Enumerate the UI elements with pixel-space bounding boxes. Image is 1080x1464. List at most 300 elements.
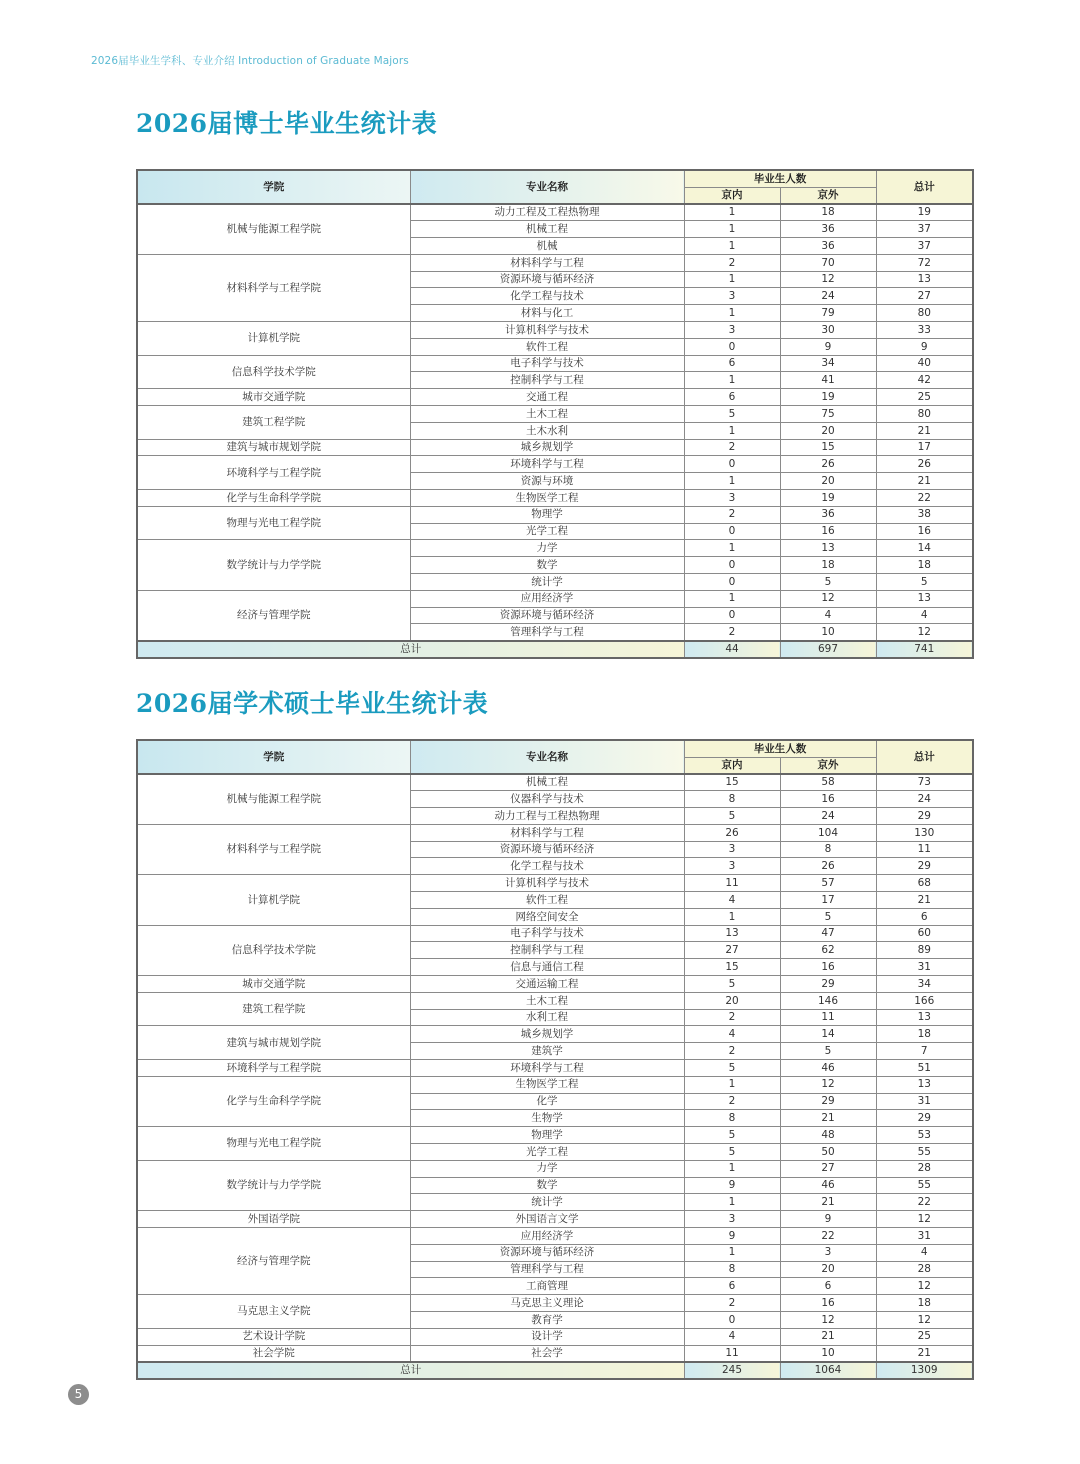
college-cell: 化学与生命科学学院	[137, 490, 410, 507]
table-row	[137, 1211, 973, 1228]
beijing-cell: 2	[684, 1043, 780, 1060]
table-row	[137, 389, 973, 406]
major-cell: 应用经济学	[410, 590, 684, 607]
major-cell: 控制科学与工程	[410, 372, 684, 389]
beijing-cell: 1	[684, 422, 780, 439]
major-cell: 环境科学与工程	[410, 456, 684, 473]
col-header-beijing: 京内	[684, 187, 780, 204]
total-cell: 31	[876, 959, 973, 976]
college-cell: 机械与能源工程学院	[137, 774, 410, 824]
outside-cell: 30	[780, 322, 876, 339]
major-cell: 设计学	[410, 1328, 684, 1345]
beijing-cell: 6	[684, 389, 780, 406]
college-cell: 计算机学院	[137, 875, 410, 925]
major-cell: 应用经济学	[410, 1228, 684, 1245]
beijing-cell: 11	[684, 875, 780, 892]
total-cell: 21	[876, 1345, 973, 1362]
table-row	[137, 590, 973, 607]
total-cell: 17	[876, 439, 973, 456]
beijing-cell: 6	[684, 1278, 780, 1295]
college-cell: 城市交通学院	[137, 389, 410, 406]
major-cell: 力学	[410, 1160, 684, 1177]
total-cell: 12	[876, 624, 973, 641]
outside-cell: 70	[780, 254, 876, 271]
total-cell: 18	[876, 557, 973, 574]
total-cell: 51	[876, 1060, 973, 1077]
table-row	[137, 875, 973, 892]
col-header-total: 总计	[876, 170, 973, 204]
table-row	[137, 774, 973, 791]
total-cell: 12	[876, 1211, 973, 1228]
major-cell: 资源环境与循环经济	[410, 271, 684, 288]
table-row	[137, 506, 973, 523]
major-cell: 物理学	[410, 506, 684, 523]
total-cell: 68	[876, 875, 973, 892]
total-row	[137, 1362, 973, 1379]
outside-cell: 12	[780, 271, 876, 288]
beijing-cell: 4	[684, 1328, 780, 1345]
major-cell: 资源环境与循环经济	[410, 607, 684, 624]
total-cell: 11	[876, 841, 973, 858]
beijing-cell: 20	[684, 992, 780, 1009]
col-header-major: 专业名称	[410, 170, 684, 204]
major-cell: 外国语言文学	[410, 1211, 684, 1228]
beijing-cell: 1	[684, 221, 780, 238]
outside-cell: 46	[780, 1177, 876, 1194]
major-cell: 交通工程	[410, 389, 684, 406]
table-row	[137, 1328, 973, 1345]
beijing-cell: 2	[684, 624, 780, 641]
total-cell: 25	[876, 389, 973, 406]
total-cell: 40	[876, 355, 973, 372]
beijing-cell: 2	[684, 1009, 780, 1026]
beijing-cell: 1	[684, 1076, 780, 1093]
col-header-graduates: 毕业生人数	[684, 170, 876, 187]
major-cell: 资源与环境	[410, 473, 684, 490]
beijing-cell: 27	[684, 942, 780, 959]
beijing-cell: 2	[684, 254, 780, 271]
total-sum: 1309	[876, 1362, 973, 1379]
table-row	[137, 439, 973, 456]
beijing-cell: 3	[684, 858, 780, 875]
phd-statistics-table	[136, 169, 974, 659]
col-header-beijing: 京内	[684, 757, 780, 774]
outside-cell: 18	[780, 204, 876, 221]
major-cell: 化学	[410, 1093, 684, 1110]
outside-cell: 62	[780, 942, 876, 959]
total-cell: 21	[876, 473, 973, 490]
outside-cell: 17	[780, 892, 876, 909]
total-cell: 60	[876, 925, 973, 942]
outside-cell: 146	[780, 992, 876, 1009]
outside-cell: 29	[780, 1093, 876, 1110]
total-cell: 26	[876, 456, 973, 473]
total-cell: 31	[876, 1093, 973, 1110]
major-cell: 统计学	[410, 1194, 684, 1211]
outside-cell: 12	[780, 1312, 876, 1329]
total-cell: 19	[876, 204, 973, 221]
major-cell: 土木工程	[410, 992, 684, 1009]
major-cell: 土木工程	[410, 406, 684, 423]
major-cell: 生物学	[410, 1110, 684, 1127]
table-row	[137, 925, 973, 942]
total-cell: 13	[876, 1076, 973, 1093]
outside-cell: 21	[780, 1194, 876, 1211]
major-cell: 资源环境与循环经济	[410, 1244, 684, 1261]
beijing-cell: 0	[684, 1312, 780, 1329]
outside-cell: 57	[780, 875, 876, 892]
outside-cell: 50	[780, 1144, 876, 1161]
col-header-graduates: 毕业生人数	[684, 740, 876, 757]
college-cell: 数学统计与力学学院	[137, 1160, 410, 1210]
major-cell: 管理科学与工程	[410, 624, 684, 641]
total-cell: 18	[876, 1295, 973, 1312]
beijing-cell: 0	[684, 607, 780, 624]
beijing-cell: 15	[684, 959, 780, 976]
total-cell: 29	[876, 858, 973, 875]
major-cell: 统计学	[410, 574, 684, 591]
outside-cell: 46	[780, 1060, 876, 1077]
ms-statistics-table	[136, 739, 974, 1380]
major-cell: 生物医学工程	[410, 1076, 684, 1093]
beijing-cell: 1	[684, 1244, 780, 1261]
major-cell: 材料科学与工程	[410, 824, 684, 841]
college-cell: 环境科学与工程学院	[137, 1060, 410, 1077]
table-row	[137, 406, 973, 423]
outside-cell: 16	[780, 791, 876, 808]
major-cell: 计算机科学与技术	[410, 875, 684, 892]
table-body	[137, 774, 973, 1362]
major-cell: 交通运输工程	[410, 976, 684, 993]
outside-cell: 12	[780, 1076, 876, 1093]
total-label: 总计	[137, 1362, 684, 1379]
beijing-cell: 0	[684, 523, 780, 540]
major-cell: 电子科学与技术	[410, 355, 684, 372]
college-cell: 建筑与城市规划学院	[137, 439, 410, 456]
major-cell: 网络空间安全	[410, 908, 684, 925]
beijing-cell: 1	[684, 204, 780, 221]
beijing-cell: 11	[684, 1345, 780, 1362]
beijing-cell: 2	[684, 1093, 780, 1110]
beijing-cell: 3	[684, 1211, 780, 1228]
total-cell: 55	[876, 1144, 973, 1161]
major-cell: 水利工程	[410, 1009, 684, 1026]
major-cell: 机械工程	[410, 221, 684, 238]
college-cell: 马克思主义学院	[137, 1295, 410, 1329]
outside-cell: 36	[780, 238, 876, 255]
outside-cell: 11	[780, 1009, 876, 1026]
major-cell: 化学工程与技术	[410, 288, 684, 305]
college-cell: 建筑工程学院	[137, 992, 410, 1026]
major-cell: 控制科学与工程	[410, 942, 684, 959]
major-cell: 软件工程	[410, 338, 684, 355]
college-cell: 经济与管理学院	[137, 1228, 410, 1295]
outside-cell: 10	[780, 1345, 876, 1362]
table-row	[137, 1228, 973, 1245]
major-cell: 生物医学工程	[410, 490, 684, 507]
major-cell: 光学工程	[410, 1144, 684, 1161]
table-body	[137, 204, 973, 641]
major-cell: 仪器科学与技术	[410, 791, 684, 808]
college-cell: 城市交通学院	[137, 976, 410, 993]
total-cell: 53	[876, 1127, 973, 1144]
outside-cell: 27	[780, 1160, 876, 1177]
major-cell: 数学	[410, 1177, 684, 1194]
table-row	[137, 355, 973, 372]
outside-cell: 3	[780, 1244, 876, 1261]
total-cell: 80	[876, 305, 973, 322]
table-row	[137, 322, 973, 339]
outside-cell: 29	[780, 976, 876, 993]
beijing-cell: 0	[684, 456, 780, 473]
major-cell: 土木水利	[410, 422, 684, 439]
college-cell: 信息科学技术学院	[137, 925, 410, 975]
phd-table-title: 2026届博士毕业生统计表	[136, 109, 438, 138]
beijing-cell: 1	[684, 540, 780, 557]
major-cell: 教育学	[410, 1312, 684, 1329]
beijing-cell: 0	[684, 574, 780, 591]
college-cell: 材料科学与工程学院	[137, 824, 410, 874]
beijing-cell: 5	[684, 808, 780, 825]
beijing-cell: 26	[684, 824, 780, 841]
outside-cell: 19	[780, 389, 876, 406]
major-cell: 物理学	[410, 1127, 684, 1144]
page-number: 5	[68, 1384, 89, 1405]
major-cell: 资源环境与循环经济	[410, 841, 684, 858]
table-row	[137, 1076, 973, 1093]
major-cell: 材料与化工	[410, 305, 684, 322]
college-cell: 建筑工程学院	[137, 406, 410, 440]
college-cell: 物理与光电工程学院	[137, 1127, 410, 1161]
outside-cell: 18	[780, 557, 876, 574]
total-cell: 25	[876, 1328, 973, 1345]
outside-cell: 9	[780, 1211, 876, 1228]
table-row	[137, 1160, 973, 1177]
total-cell: 73	[876, 774, 973, 791]
major-cell: 力学	[410, 540, 684, 557]
outside-cell: 75	[780, 406, 876, 423]
major-cell: 光学工程	[410, 523, 684, 540]
major-cell: 数学	[410, 557, 684, 574]
outside-cell: 41	[780, 372, 876, 389]
running-header: 2026届毕业生学科、专业介绍 Introduction of Graduate Majors	[91, 55, 409, 67]
total-cell: 21	[876, 422, 973, 439]
table-row	[137, 540, 973, 557]
college-cell: 机械与能源工程学院	[137, 204, 410, 254]
beijing-cell: 2	[684, 506, 780, 523]
table-row	[137, 204, 973, 221]
total-cell: 80	[876, 406, 973, 423]
beijing-cell: 8	[684, 1110, 780, 1127]
total-cell: 21	[876, 892, 973, 909]
outside-cell: 4	[780, 607, 876, 624]
total-cell: 12	[876, 1312, 973, 1329]
major-cell: 城乡规划学	[410, 1026, 684, 1043]
major-cell: 城乡规划学	[410, 439, 684, 456]
total-cell: 4	[876, 1244, 973, 1261]
beijing-cell: 8	[684, 791, 780, 808]
total-cell: 55	[876, 1177, 973, 1194]
table-row	[137, 254, 973, 271]
outside-cell: 20	[780, 1261, 876, 1278]
outside-cell: 21	[780, 1328, 876, 1345]
table-row	[137, 1127, 973, 1144]
major-cell: 电子科学与技术	[410, 925, 684, 942]
col-header-outside: 京外	[780, 187, 876, 204]
total-cell: 27	[876, 288, 973, 305]
total-cell: 22	[876, 490, 973, 507]
major-cell: 动力工程及工程热物理	[410, 204, 684, 221]
college-cell: 经济与管理学院	[137, 590, 410, 640]
outside-cell: 21	[780, 1110, 876, 1127]
major-cell: 建筑学	[410, 1043, 684, 1060]
college-cell: 社会学院	[137, 1345, 410, 1362]
beijing-cell: 1	[684, 908, 780, 925]
beijing-cell: 3	[684, 841, 780, 858]
college-cell: 计算机学院	[137, 322, 410, 356]
outside-cell: 20	[780, 422, 876, 439]
outside-cell: 14	[780, 1026, 876, 1043]
outside-cell: 16	[780, 959, 876, 976]
beijing-cell: 5	[684, 1127, 780, 1144]
college-cell: 物理与光电工程学院	[137, 506, 410, 540]
outside-cell: 5	[780, 1043, 876, 1060]
total-cell: 28	[876, 1261, 973, 1278]
total-cell: 16	[876, 523, 973, 540]
outside-cell: 5	[780, 908, 876, 925]
major-cell: 软件工程	[410, 892, 684, 909]
outside-cell: 15	[780, 439, 876, 456]
total-beijing: 245	[684, 1362, 780, 1379]
beijing-cell: 1	[684, 1160, 780, 1177]
outside-cell: 47	[780, 925, 876, 942]
outside-cell: 48	[780, 1127, 876, 1144]
total-cell: 7	[876, 1043, 973, 1060]
beijing-cell: 1	[684, 238, 780, 255]
outside-cell: 104	[780, 824, 876, 841]
col-header-college: 学院	[137, 740, 410, 774]
major-cell: 计算机科学与技术	[410, 322, 684, 339]
total-label: 总计	[137, 641, 684, 658]
table-row	[137, 976, 973, 993]
major-cell: 马克思主义理论	[410, 1295, 684, 1312]
total-sum: 741	[876, 641, 973, 658]
col-header-total: 总计	[876, 740, 973, 774]
outside-cell: 19	[780, 490, 876, 507]
beijing-cell: 1	[684, 1194, 780, 1211]
college-cell: 化学与生命科学学院	[137, 1076, 410, 1126]
total-cell: 130	[876, 824, 973, 841]
total-beijing: 44	[684, 641, 780, 658]
outside-cell: 36	[780, 506, 876, 523]
beijing-cell: 1	[684, 473, 780, 490]
outside-cell: 5	[780, 574, 876, 591]
total-cell: 22	[876, 1194, 973, 1211]
beijing-cell: 0	[684, 557, 780, 574]
beijing-cell: 13	[684, 925, 780, 942]
outside-cell: 13	[780, 540, 876, 557]
beijing-cell: 5	[684, 1144, 780, 1161]
total-cell: 89	[876, 942, 973, 959]
major-cell: 机械	[410, 238, 684, 255]
outside-cell: 24	[780, 808, 876, 825]
table-row	[137, 824, 973, 841]
college-cell: 环境科学与工程学院	[137, 456, 410, 490]
college-cell: 艺术设计学院	[137, 1328, 410, 1345]
total-cell: 33	[876, 322, 973, 339]
major-cell: 机械工程	[410, 774, 684, 791]
major-cell: 社会学	[410, 1345, 684, 1362]
total-cell: 42	[876, 372, 973, 389]
table-row	[137, 456, 973, 473]
outside-cell: 22	[780, 1228, 876, 1245]
outside-cell: 16	[780, 523, 876, 540]
total-cell: 14	[876, 540, 973, 557]
beijing-cell: 15	[684, 774, 780, 791]
outside-cell: 16	[780, 1295, 876, 1312]
beijing-cell: 5	[684, 1060, 780, 1077]
major-cell: 管理科学与工程	[410, 1261, 684, 1278]
total-outside: 697	[780, 641, 876, 658]
beijing-cell: 8	[684, 1261, 780, 1278]
beijing-cell: 3	[684, 322, 780, 339]
total-row	[137, 641, 973, 658]
beijing-cell: 1	[684, 372, 780, 389]
beijing-cell: 5	[684, 406, 780, 423]
total-outside: 1064	[780, 1362, 876, 1379]
outside-cell: 26	[780, 456, 876, 473]
major-cell: 动力工程与工程热物理	[410, 808, 684, 825]
major-cell: 工商管理	[410, 1278, 684, 1295]
outside-cell: 8	[780, 841, 876, 858]
outside-cell: 9	[780, 338, 876, 355]
outside-cell: 79	[780, 305, 876, 322]
major-cell: 信息与通信工程	[410, 959, 684, 976]
outside-cell: 26	[780, 858, 876, 875]
beijing-cell: 1	[684, 271, 780, 288]
total-cell: 5	[876, 574, 973, 591]
total-cell: 38	[876, 506, 973, 523]
major-cell: 环境科学与工程	[410, 1060, 684, 1077]
beijing-cell: 0	[684, 338, 780, 355]
total-cell: 13	[876, 271, 973, 288]
college-cell: 数学统计与力学学院	[137, 540, 410, 590]
total-cell: 6	[876, 908, 973, 925]
total-cell: 13	[876, 590, 973, 607]
beijing-cell: 3	[684, 288, 780, 305]
beijing-cell: 6	[684, 355, 780, 372]
col-header-college: 学院	[137, 170, 410, 204]
outside-cell: 20	[780, 473, 876, 490]
table-row	[137, 490, 973, 507]
col-header-major: 专业名称	[410, 740, 684, 774]
major-cell: 化学工程与技术	[410, 858, 684, 875]
total-cell: 72	[876, 254, 973, 271]
outside-cell: 12	[780, 590, 876, 607]
beijing-cell: 4	[684, 1026, 780, 1043]
col-header-outside: 京外	[780, 757, 876, 774]
total-cell: 4	[876, 607, 973, 624]
total-cell: 28	[876, 1160, 973, 1177]
total-cell: 24	[876, 791, 973, 808]
table-row	[137, 1060, 973, 1077]
table-row	[137, 1295, 973, 1312]
beijing-cell: 1	[684, 590, 780, 607]
total-cell: 9	[876, 338, 973, 355]
total-cell: 29	[876, 1110, 973, 1127]
beijing-cell: 5	[684, 976, 780, 993]
beijing-cell: 4	[684, 892, 780, 909]
